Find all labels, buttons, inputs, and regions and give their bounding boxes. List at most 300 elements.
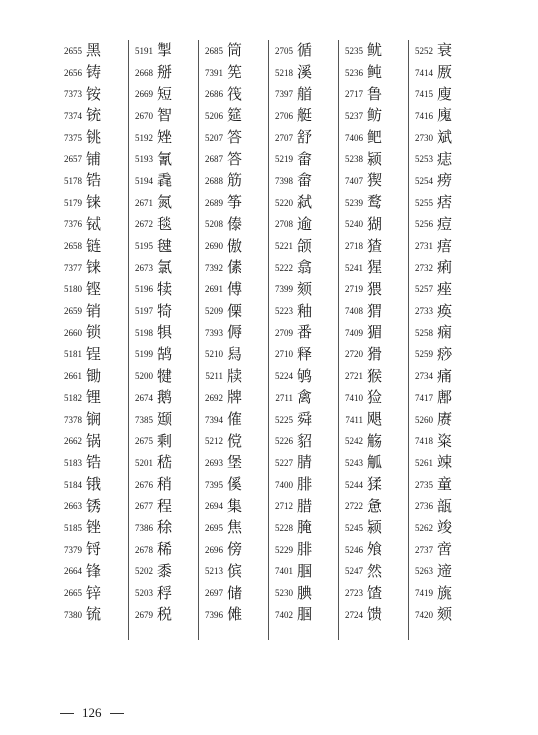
entry-character: 鸲 — [297, 366, 313, 385]
entry-number: 2718 — [345, 241, 363, 252]
entry-character: 厫 — [437, 63, 453, 82]
table-row — [129, 452, 199, 474]
table-row — [58, 322, 128, 344]
entry-character: 鄌 — [437, 388, 453, 407]
entry-character: 痣 — [437, 149, 453, 168]
entry-character: 傲 — [227, 236, 243, 255]
entry-number: 7409 — [345, 327, 363, 338]
entry-number: 5243 — [345, 457, 363, 468]
entry-number: 5201 — [135, 457, 153, 468]
entry-character: 傅 — [227, 279, 243, 298]
entry-number: 7416 — [415, 110, 433, 121]
entry-character: 痢 — [437, 258, 453, 277]
entry-number: 5192 — [135, 132, 153, 143]
entry-number: 2735 — [415, 479, 433, 490]
table-row — [129, 214, 199, 236]
table-row — [339, 62, 409, 84]
table-row — [199, 214, 269, 236]
entry-character: 链 — [86, 236, 102, 255]
entry-character: 焦 — [227, 518, 243, 537]
table-row — [269, 83, 339, 105]
entry-number: 2734 — [415, 371, 433, 382]
entry-number: 7395 — [205, 479, 223, 490]
entry-character: 集 — [227, 496, 243, 515]
entry-character: 傩 — [227, 605, 243, 624]
entry-number: 2676 — [135, 479, 153, 490]
entry-character: 痨 — [437, 171, 453, 190]
table-row — [199, 561, 269, 583]
table-row — [339, 235, 409, 257]
table-row — [409, 430, 479, 452]
table-row — [58, 539, 128, 561]
table-row — [129, 148, 199, 170]
table-row — [58, 604, 128, 626]
table-row — [269, 257, 339, 279]
entry-number: 2677 — [135, 501, 153, 512]
table-row — [199, 539, 269, 561]
entry-number: 5239 — [345, 197, 363, 208]
table-row — [409, 604, 479, 626]
entry-character: 稌 — [157, 518, 173, 537]
entry-character: 筵 — [227, 106, 243, 125]
entry-character: 铸 — [86, 63, 102, 82]
entry-number: 7420 — [415, 609, 433, 620]
table-row — [199, 604, 269, 626]
entry-character: 傈 — [227, 301, 243, 320]
entry-character: 掣 — [157, 41, 173, 60]
table-row — [199, 170, 269, 192]
table-row — [58, 105, 128, 127]
entry-character: 税 — [157, 605, 173, 624]
entry-character: 艏 — [297, 84, 313, 103]
table-row — [409, 192, 479, 214]
table-row — [339, 105, 409, 127]
table-row — [269, 148, 339, 170]
table-row — [409, 235, 479, 257]
entry-number: 5196 — [135, 284, 153, 295]
entry-character: 氰 — [157, 149, 173, 168]
entry-character: 黑 — [86, 41, 102, 60]
entry-character: 猩 — [367, 258, 383, 277]
entry-number: 5202 — [135, 566, 153, 577]
entry-number: 2692 — [205, 392, 223, 403]
table-row — [58, 214, 128, 236]
table-row — [409, 517, 479, 539]
entry-character: 锌 — [86, 583, 102, 602]
entry-number: 7414 — [415, 67, 433, 78]
table-row — [269, 300, 339, 322]
entry-character: 鱿 — [367, 41, 383, 60]
table-row — [339, 257, 409, 279]
entry-character: 锊 — [86, 540, 102, 559]
table-row — [339, 495, 409, 517]
table-row — [58, 365, 128, 387]
entry-number: 7418 — [415, 436, 433, 447]
table-row — [269, 344, 339, 366]
entry-number: 5225 — [275, 414, 293, 425]
entry-number: 2695 — [205, 522, 223, 533]
table-row — [269, 517, 339, 539]
table-row — [269, 365, 339, 387]
entry-number: 5237 — [345, 110, 363, 121]
entry-character: 颌 — [297, 236, 313, 255]
entry-number: 2664 — [64, 566, 82, 577]
entry-character: 矬 — [157, 128, 173, 147]
entry-number: 5229 — [275, 544, 293, 555]
entry-number: 5194 — [135, 175, 153, 186]
entry-character: 童 — [437, 475, 453, 494]
table-row — [199, 192, 269, 214]
entry-character: 锈 — [86, 496, 102, 515]
table-row — [269, 192, 339, 214]
table-row — [129, 83, 199, 105]
table-row — [409, 452, 479, 474]
entry-number: 5240 — [345, 219, 363, 230]
table-row — [129, 192, 199, 214]
table-row — [269, 430, 339, 452]
table-row — [129, 235, 199, 257]
entry-character: 筋 — [227, 171, 243, 190]
entry-character: 猥 — [367, 279, 383, 298]
entry-number: 7386 — [135, 522, 153, 533]
entry-number: 5262 — [415, 522, 433, 533]
entry-character: 艇 — [297, 106, 313, 125]
entry-number: 5255 — [415, 197, 433, 208]
entry-character: 锁 — [86, 323, 102, 342]
entry-character: 猱 — [367, 475, 383, 494]
table-row — [199, 430, 269, 452]
table-row — [269, 474, 339, 496]
table-row — [129, 604, 199, 626]
table-row — [199, 387, 269, 409]
entry-number: 2688 — [205, 175, 223, 186]
entry-number: 2707 — [275, 132, 293, 143]
entry-character: 翕 — [297, 258, 313, 277]
entry-character: 馇 — [367, 583, 383, 602]
entry-number: 7377 — [64, 262, 82, 273]
entry-number: 2673 — [135, 262, 153, 273]
table-row — [58, 235, 128, 257]
entry-character: 腆 — [297, 583, 313, 602]
table-row — [58, 517, 128, 539]
table-row — [339, 192, 409, 214]
table-row — [129, 105, 199, 127]
table-row — [409, 409, 479, 431]
entry-character: 然 — [367, 561, 383, 580]
table-row — [339, 127, 409, 149]
table-row — [339, 452, 409, 474]
entry-character: 掰 — [157, 63, 173, 82]
table-row — [129, 257, 199, 279]
table-row — [339, 83, 409, 105]
table-row — [269, 62, 339, 84]
table-row — [58, 170, 128, 192]
entry-character: 鲀 — [367, 63, 383, 82]
entry-number: 5182 — [64, 392, 82, 403]
entry-number: 5218 — [275, 67, 293, 78]
entry-number: 5259 — [415, 349, 433, 360]
entry-number: 2663 — [64, 501, 82, 512]
entry-number: 2671 — [135, 197, 153, 208]
table-row — [199, 279, 269, 301]
entry-number: 7378 — [64, 414, 82, 425]
entry-number: 5198 — [135, 327, 153, 338]
table-row — [339, 170, 409, 192]
entry-character: 锆 — [86, 171, 102, 190]
entry-character: 腊 — [297, 496, 313, 515]
entry-number: 2724 — [345, 609, 363, 620]
entry-character: 短 — [157, 84, 173, 103]
table-row — [129, 430, 199, 452]
table-row — [58, 148, 128, 170]
entry-number: 2689 — [205, 197, 223, 208]
table-row — [199, 235, 269, 257]
entry-character: 猃 — [367, 388, 383, 407]
table-row — [269, 235, 339, 257]
entry-character: 牌 — [227, 388, 243, 407]
entry-number: 5227 — [275, 457, 293, 468]
column-3 — [198, 40, 269, 640]
entry-number: 5261 — [415, 457, 433, 468]
entry-character: 答 — [227, 128, 243, 147]
entry-character: 释 — [297, 344, 313, 363]
entry-character: 黍 — [157, 561, 173, 580]
entry-number: 2733 — [415, 306, 433, 317]
entry-character: 牍 — [227, 366, 243, 385]
table-row — [129, 344, 199, 366]
entry-number: 5183 — [64, 457, 82, 468]
entry-number: 2687 — [205, 154, 223, 165]
entry-number: 5238 — [345, 154, 363, 165]
entry-number: 5178 — [64, 175, 82, 186]
table-row — [129, 539, 199, 561]
table-row — [339, 322, 409, 344]
entry-number: 2712 — [275, 501, 293, 512]
entry-character: 犋 — [157, 323, 173, 342]
entry-number: 5210 — [205, 349, 223, 360]
column-1 — [58, 40, 128, 640]
entry-character: 筅 — [227, 63, 243, 82]
table-row — [199, 127, 269, 149]
entry-character: 铼 — [86, 193, 102, 212]
table-row — [409, 495, 479, 517]
table-row — [269, 279, 339, 301]
column-5 — [338, 40, 409, 640]
column-6 — [408, 40, 479, 640]
entry-character: 釉 — [297, 301, 313, 320]
entry-number: 2655 — [64, 45, 82, 56]
entry-number: 2665 — [64, 588, 82, 599]
table-row — [409, 105, 479, 127]
entry-number: 5235 — [345, 45, 363, 56]
table-row — [409, 170, 479, 192]
entry-number: 2669 — [135, 89, 153, 100]
entry-character: 鲁 — [367, 84, 383, 103]
table-row — [269, 170, 339, 192]
table-row — [269, 409, 339, 431]
table-row — [269, 582, 339, 604]
entry-character: 锇 — [86, 475, 102, 494]
entry-character: 畲 — [297, 171, 313, 190]
entry-number: 2711 — [275, 392, 293, 403]
table-row — [58, 561, 128, 583]
entry-number: 7407 — [345, 175, 363, 186]
entry-character: 斌 — [437, 128, 453, 147]
table-row — [199, 40, 269, 62]
entry-number: 2694 — [205, 501, 223, 512]
table-row — [339, 148, 409, 170]
table-row — [199, 582, 269, 604]
table-row — [409, 561, 479, 583]
entry-number: 2658 — [64, 241, 82, 252]
page-number: 126 — [82, 705, 102, 720]
table-row — [409, 214, 479, 236]
entry-character: 颍 — [367, 518, 383, 537]
table-row — [58, 452, 128, 474]
entry-character: 番 — [297, 323, 313, 342]
entry-number: 5241 — [345, 262, 363, 273]
entry-character: 锎 — [86, 410, 102, 429]
entry-number: 2730 — [415, 132, 433, 143]
entry-character: 畲 — [297, 149, 313, 168]
table-row — [58, 344, 128, 366]
entry-number: 7379 — [64, 544, 82, 555]
entry-number: 2693 — [205, 457, 223, 468]
entry-character: 循 — [297, 41, 313, 60]
entry-number: 5260 — [415, 414, 433, 425]
entry-character: 猴 — [367, 366, 383, 385]
entry-character: 毯 — [157, 214, 173, 233]
table-row — [58, 300, 128, 322]
entry-character: 猢 — [367, 214, 383, 233]
entry-number: 5242 — [345, 436, 363, 447]
entry-character: 犊 — [157, 279, 173, 298]
entry-number: 5193 — [135, 154, 153, 165]
table-row — [199, 257, 269, 279]
entry-character: 铽 — [86, 214, 102, 233]
table-row — [199, 409, 269, 431]
entry-number: 7397 — [275, 89, 293, 100]
entry-number: 7400 — [275, 479, 293, 490]
entry-number: 2656 — [64, 67, 82, 78]
entry-number: 2661 — [64, 371, 82, 382]
entry-number: 5195 — [135, 241, 153, 252]
entry-character: 竦 — [437, 453, 453, 472]
table-row — [409, 83, 479, 105]
entry-number: 2723 — [345, 588, 363, 599]
entry-number: 5245 — [345, 522, 363, 533]
table-row — [58, 430, 128, 452]
entry-character: 遆 — [437, 561, 453, 580]
entry-number: 5181 — [64, 349, 82, 360]
entry-number: 2690 — [205, 241, 223, 252]
entry-number: 7392 — [205, 262, 223, 273]
entry-number: 5185 — [64, 522, 82, 533]
entry-number: 2685 — [205, 45, 223, 56]
entry-number: 2732 — [415, 262, 433, 273]
entry-number: 7373 — [64, 89, 82, 100]
table-row — [339, 344, 409, 366]
entry-character: 答 — [227, 149, 243, 168]
table-row — [58, 279, 128, 301]
table-row — [339, 474, 409, 496]
entry-number: 5200 — [135, 371, 153, 382]
entry-number: 2679 — [135, 609, 153, 620]
entry-character: 竣 — [437, 518, 453, 537]
table-row — [58, 62, 128, 84]
entry-character: 储 — [227, 583, 243, 602]
entry-number: 7410 — [345, 392, 363, 403]
entry-character: 猾 — [367, 344, 383, 363]
table-row — [339, 561, 409, 583]
entry-number: 2737 — [415, 544, 433, 555]
table-row — [129, 300, 199, 322]
entry-number: 7419 — [415, 588, 433, 599]
table-row — [409, 40, 479, 62]
entry-number: 7417 — [415, 392, 433, 403]
entry-number: 5246 — [345, 544, 363, 555]
entry-number: 5199 — [135, 349, 153, 360]
entry-character: 觚 — [367, 453, 383, 472]
entry-character: 傒 — [227, 475, 243, 494]
entry-character: 赓 — [437, 410, 453, 429]
entry-number: 2708 — [275, 219, 293, 230]
entry-character: 铺 — [86, 149, 102, 168]
entry-character: 猬 — [367, 301, 383, 320]
table-row — [58, 127, 128, 149]
table-row — [269, 604, 339, 626]
entry-number: 5179 — [64, 197, 82, 208]
entry-number: 2675 — [135, 436, 153, 447]
entry-character: 铵 — [86, 84, 102, 103]
table-row — [58, 409, 128, 431]
entry-character: 傍 — [227, 540, 243, 559]
entry-number: 2659 — [64, 306, 82, 317]
entry-character: 逾 — [297, 214, 313, 233]
table-row — [409, 387, 479, 409]
table-row — [269, 127, 339, 149]
table-row — [58, 495, 128, 517]
table-row — [199, 300, 269, 322]
entry-character: 筏 — [227, 84, 243, 103]
table-row — [269, 214, 339, 236]
entry-character: 猸 — [367, 323, 383, 342]
entry-number: 7393 — [205, 327, 223, 338]
entry-character: 颍 — [367, 149, 383, 168]
table-row — [129, 62, 199, 84]
table-row — [269, 105, 339, 127]
entry-character: 颋 — [157, 410, 173, 429]
entry-character: 馈 — [367, 605, 383, 624]
entry-number: 7398 — [275, 175, 293, 186]
table-row — [409, 582, 479, 604]
entry-character: 铫 — [86, 128, 102, 147]
table-row — [129, 582, 199, 604]
entry-character: 傥 — [227, 431, 243, 450]
entry-number: 7406 — [345, 132, 363, 143]
entry-character: 痤 — [437, 279, 453, 298]
entry-number: 5206 — [205, 110, 223, 121]
table-row — [129, 40, 199, 62]
entry-character: 傧 — [227, 561, 243, 580]
table-row — [409, 300, 479, 322]
entry-character: 锆 — [86, 453, 102, 472]
table-row — [409, 365, 479, 387]
table-row — [409, 539, 479, 561]
character-table — [58, 40, 474, 640]
table-row — [339, 409, 409, 431]
entry-number: 7415 — [415, 89, 433, 100]
